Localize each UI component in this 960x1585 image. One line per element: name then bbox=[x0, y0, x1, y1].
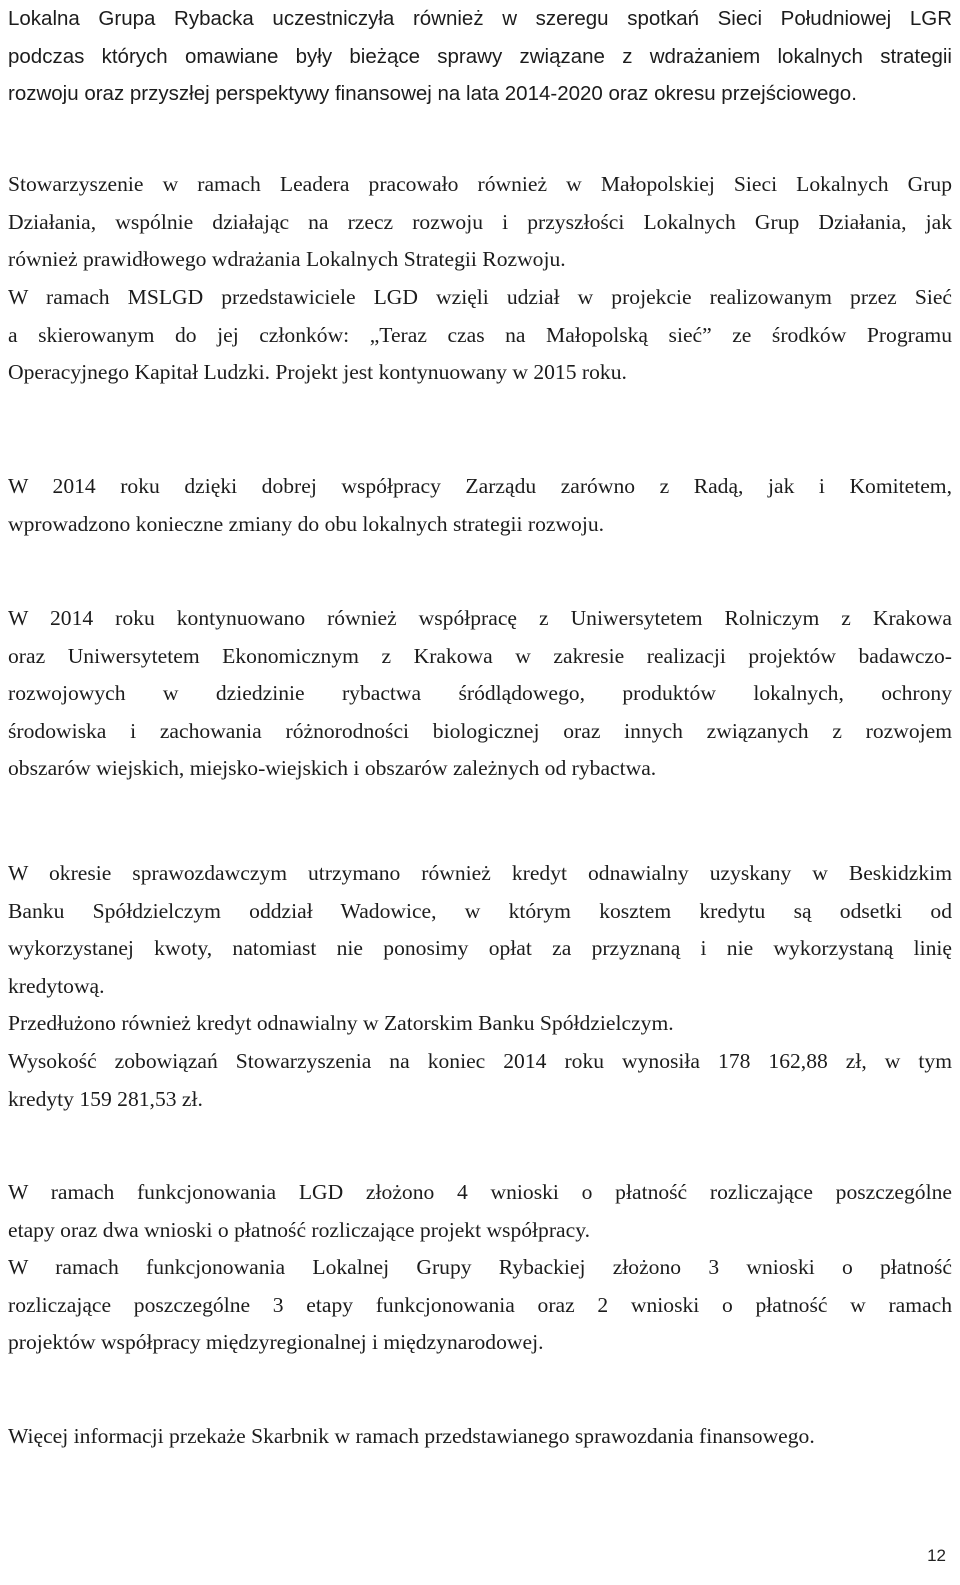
text-line: W 2014 roku kontynuowano również współpracę z Uniwersytetem Rolniczym z Krakowa bbox=[8, 606, 952, 630]
text-line: a skierowanym do jej członków: „Teraz czas na Małopolską sieć” ze środków Programu bbox=[8, 322, 952, 347]
text-line: rozwojowych w dziedzinie rybactwa śródlądowego, produktów lokalnych, ochrony bbox=[8, 681, 952, 705]
text-line: podczas których omawiane były bieżące sprawy związane z wdrażaniem lokalnych strategii bbox=[8, 44, 952, 68]
paragraph-credit-beskidzki bbox=[8, 855, 952, 1005]
text-line: W ramach funkcjonowania Lokalnej Grupy Rybackiej złożono 3 wnioski o płatność bbox=[8, 1255, 952, 1279]
text-line: Stowarzyszenie w ramach Leadera pracowało również w Małopolskiej Sieci Lokalnych Grup bbox=[8, 172, 952, 196]
text-line: kredytową. bbox=[8, 973, 105, 998]
text-line: rozwoju oraz przyszłej perspektywy finansowej na lata 2014-2020 oraz okresu przejściowego. bbox=[8, 82, 857, 105]
text-line: Działania, wspólnie działając na rzecz rozwoju i przyszłości Lokalnych Grup Działania, jak bbox=[8, 209, 952, 234]
text-line: Wysokość zobowiązań Stowarzyszenia na koniec 2014 roku wynosiła 178 162,88 zł, w tym bbox=[8, 1049, 952, 1073]
text-line: wprowadzono konieczne zmiany do obu lokalnych strategii rozwoju. bbox=[8, 511, 605, 536]
text-line: W ramach funkcjonowania LGD złożono 4 wnioski o płatność rozliczające poszczególne bbox=[8, 1180, 952, 1204]
text-line: kredyty 159 281,53 zł. bbox=[8, 1086, 203, 1111]
text-line: środowiska i zachowania różnorodności biologicznej oraz innych związanych z rozwojem bbox=[8, 718, 952, 743]
text-line: W ramach MSLGD przedstawiciele LGD wzięli udział w projekcie realizowanym przez Sieć bbox=[8, 285, 952, 309]
paragraph-strategy-changes bbox=[8, 468, 952, 543]
paragraph-lgd-payment-requests bbox=[8, 1174, 952, 1249]
text-line: etapy oraz dwa wnioski o płatność rozliczające projekt współpracy. bbox=[8, 1217, 591, 1242]
text-line: Lokalna Grupa Rybacka uczestniczyła również w szeregu spotkań Sieci Południowej LGR bbox=[8, 7, 952, 30]
text-line: Banku Spółdzielczym oddział Wadowice, w którym kosztem kredytu są odsetki od bbox=[8, 898, 952, 923]
text-line: W okresie sprawozdawczym utrzymano również kredyt odnawialny uzyskany w Beskidzkim bbox=[8, 861, 952, 885]
paragraph-mslgd-project bbox=[8, 279, 952, 392]
page-number: 12 bbox=[927, 1546, 946, 1565]
text-line: obszarów wiejskich, miejsko-wiejskich i obszarów zależnych od rybactwa. bbox=[8, 756, 657, 780]
text-line: również prawidłowego wdrażania Lokalnych Strategii Rozwoju. bbox=[8, 247, 566, 271]
text-line: oraz Uniwersytetem Ekonomicznym z Krakowa w zakresie realizacji projektów badawczo- bbox=[8, 643, 952, 668]
paragraph-university-cooperation bbox=[8, 600, 952, 788]
paragraph-liabilities bbox=[8, 1043, 952, 1118]
text-line: rozliczające poszczególne 3 etapy funkcjonowania oraz 2 wnioski o płatność w ramach bbox=[8, 1292, 952, 1317]
paragraph-treasurer-info bbox=[8, 1418, 952, 1456]
text-line: W 2014 roku dzięki dobrej współpracy Zarządu zarówno z Radą, jak i Komitetem, bbox=[8, 474, 952, 498]
paragraph-lgr-meetings bbox=[8, 0, 952, 113]
text-line: projektów współpracy międzyregionalnej i międzynarodowej. bbox=[8, 1330, 544, 1354]
paragraph-lgr-payment-requests bbox=[8, 1249, 952, 1362]
paragraph-credit-zatorski bbox=[8, 1005, 952, 1043]
text-line: wykorzystanej kwoty, natomiast nie ponosimy opłat za przyznaną i nie wykorzystaną linię bbox=[8, 936, 952, 960]
text-line: Operacyjnego Kapitał Ludzki. Projekt jest kontynuowany w 2015 roku. bbox=[8, 360, 627, 384]
text-line: Przedłużono również kredyt odnawialny w Zatorskim Banku Spółdzielczym. bbox=[8, 1011, 674, 1035]
text-line: Więcej informacji przekaże Skarbnik w ramach przedstawianego sprawozdania finansowego. bbox=[8, 1424, 815, 1448]
paragraph-leader-network bbox=[8, 166, 952, 279]
